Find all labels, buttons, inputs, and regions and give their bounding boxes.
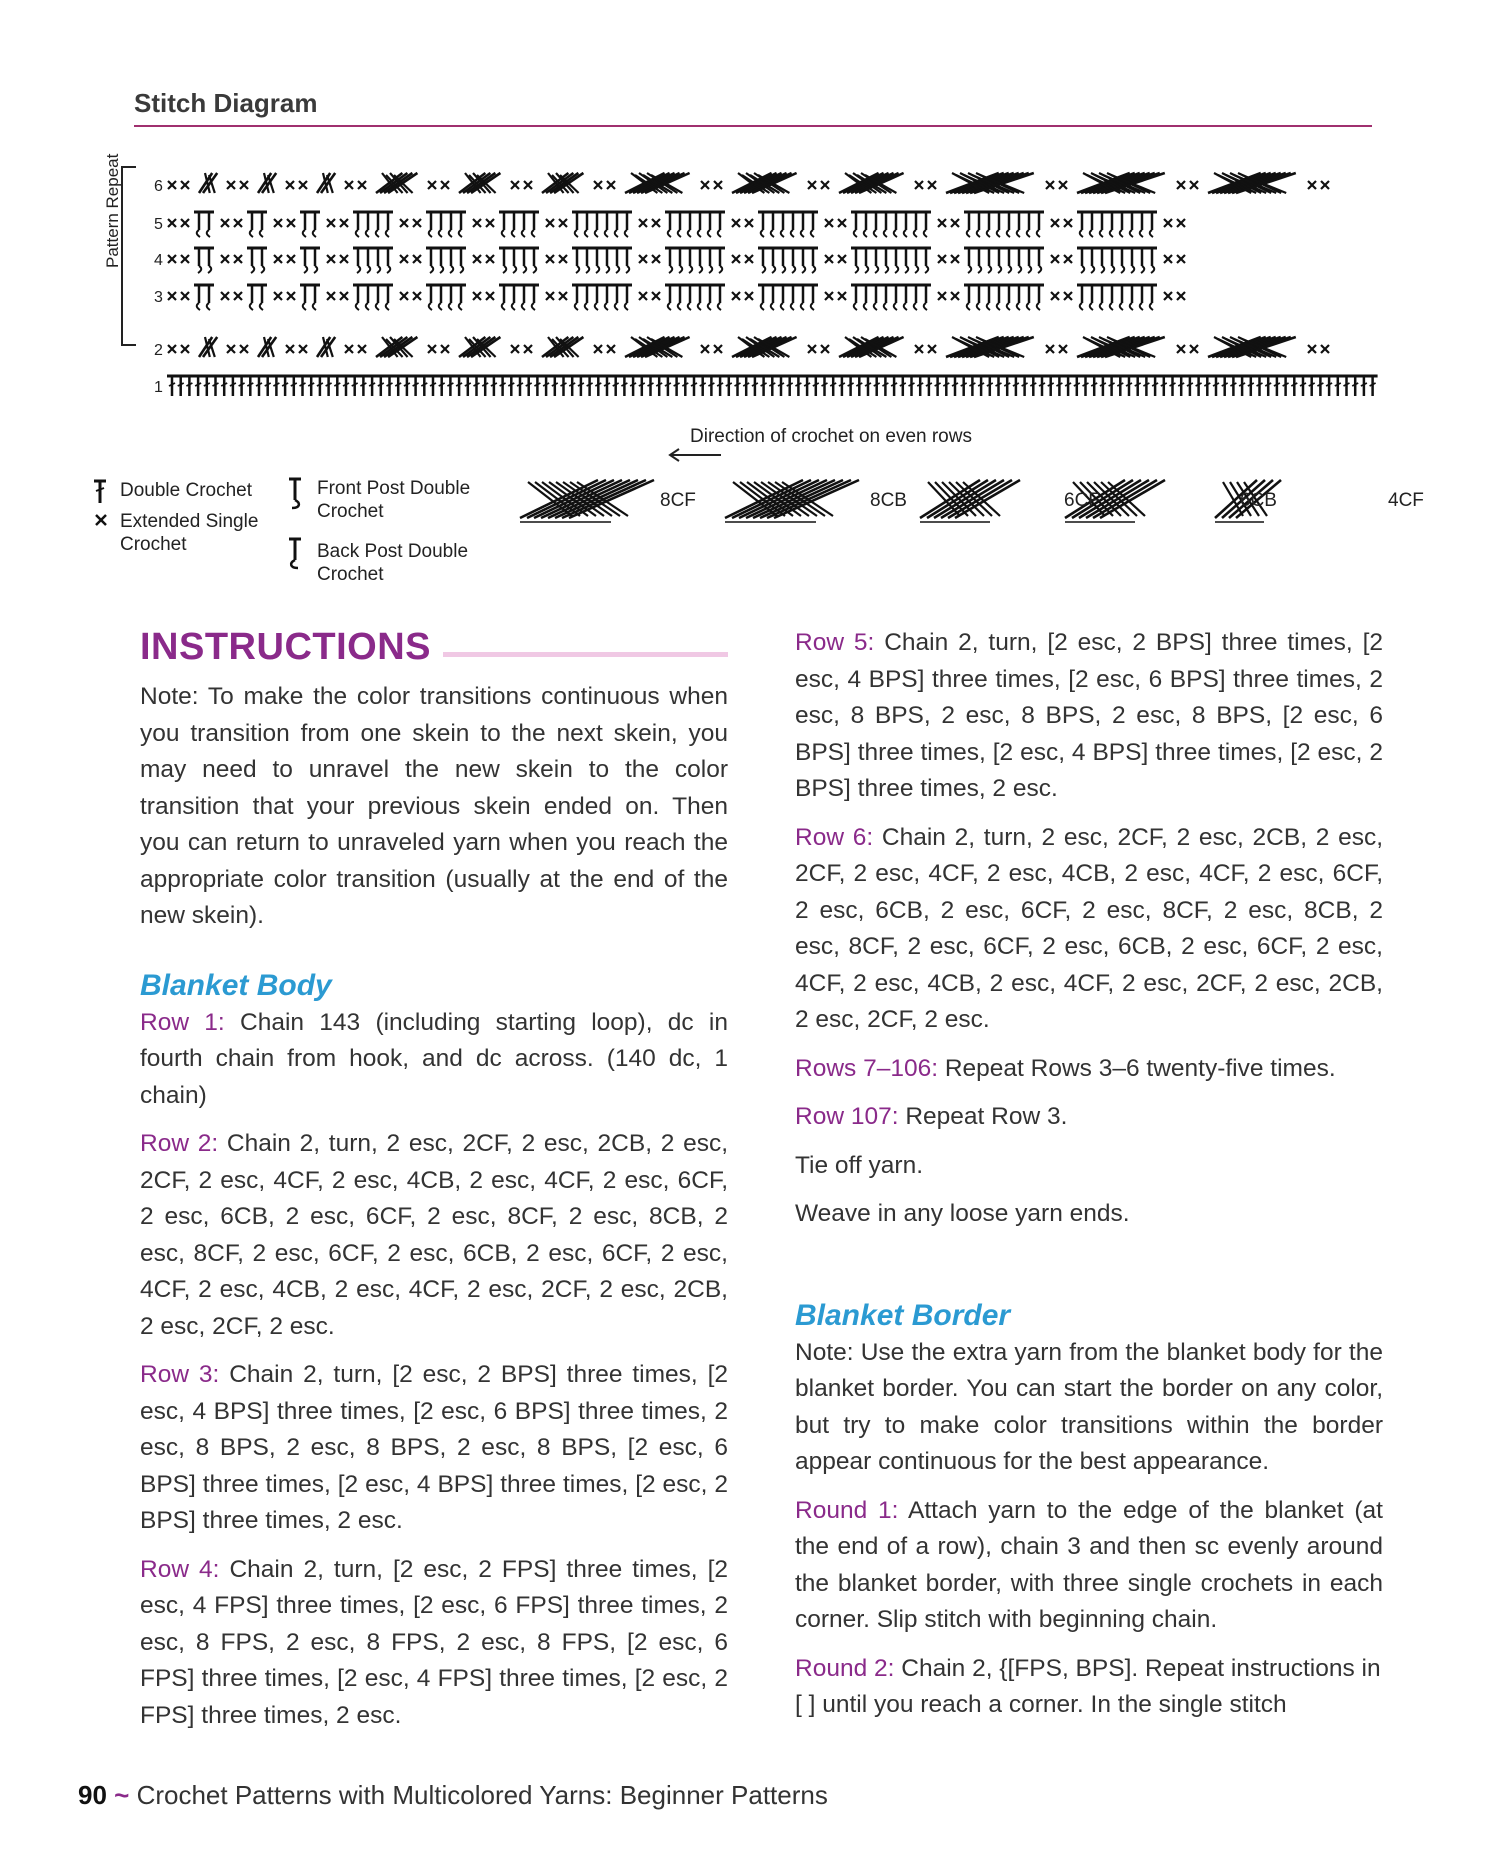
stitch-stroke: [615, 230, 618, 237]
stitch-stroke: [967, 230, 970, 237]
blanket-body-heading: Blanket Body: [140, 968, 332, 1002]
stitch-stroke: [449, 303, 452, 310]
stitch-stroke: [924, 230, 927, 237]
stitch-stroke: [781, 230, 784, 237]
stitch-stroke: [801, 303, 804, 310]
stitch-stroke: [502, 303, 505, 310]
pattern-repeat-bracket: [122, 167, 136, 345]
stitch-stroke: [718, 303, 721, 310]
stitch-stroke: [688, 230, 691, 237]
instructions-heading: INSTRUCTIONS: [140, 625, 728, 669]
stitch-diagram-canvas: [80, 150, 1400, 450]
stitch-stroke: [894, 230, 897, 237]
stitch-stroke: [366, 303, 369, 310]
border-note: Note: Use the extra yarn from the blanket body for the blanket border. You can start the border on any color, but try to make color transitions within the border appear continuous for the best appearance.: [795, 1338, 1383, 1475]
stitch-stroke: [367, 266, 370, 273]
stitch-stroke: [596, 266, 599, 273]
stitch-stroke: [708, 303, 711, 310]
stitch-stroke: [1027, 230, 1030, 237]
stitch-stroke: [679, 266, 682, 273]
stitch-stroke: [802, 266, 805, 273]
stitch-stroke: [1018, 266, 1021, 273]
legend-front-post-double-crochet: Front Post Double Crochet: [317, 478, 471, 522]
stitch-stroke: [386, 230, 389, 237]
stitch-stroke: [718, 230, 721, 237]
stitch-stroke: [997, 303, 1000, 310]
stitch-stroke: [689, 266, 692, 273]
stitch-stroke: [1121, 266, 1124, 273]
stitch-stroke: [854, 230, 857, 237]
stitch-stroke: [1140, 230, 1143, 237]
stitch-stroke: [771, 303, 774, 310]
stitch-stroke: [376, 230, 379, 237]
stitch-stroke: [865, 266, 868, 273]
stitch-stroke: [874, 230, 877, 237]
stitch-stroke: [429, 303, 432, 310]
stitch-stroke: [207, 303, 210, 310]
stitch-stroke: [313, 230, 316, 237]
stitch-stroke: [781, 303, 784, 310]
stitch-stroke: [260, 230, 263, 237]
stitch-stroke: [314, 266, 317, 273]
row-3: Row 3: Chain 2, turn, [2 esc, 2 BPS] three times, [2 esc, 4 BPS] three times, [2 esc, 6 BPS] three times, 2 esc, 8 BPS, 2 esc, 8 BPS, 2 esc, 8 BPS, [2 esc, 6 BPS] three times, [2 esc, 4 BPS] three times, [2 esc, 2 BPS] three times, 2 esc.: [140, 1361, 729, 1534]
blanket-border-heading: Blanket Border: [795, 1298, 1011, 1332]
stitch-stroke: [904, 303, 907, 310]
stitch-stroke: [532, 303, 535, 310]
stitch-stroke: [251, 266, 254, 273]
row-2: Row 2: Chain 2, turn, 2 esc, 2CF, 2 esc, 2CB, 2 esc, 2CF, 2 esc, 4CF, 2 esc, 4CB, 2 esc, 4CF, 2 esc, 6CF, 2 esc, 6CB, 2 esc, 6CF, 2 esc, 8CF, 2 esc, 8CB, 2 esc, 8CF, 2 esc, 6CF, 2 esc, 6CB, 2 esc, 6CF, 2 esc, 4CF, 2 esc, 4CB, 2 esc, 4CF, 2 esc, 2CF, 2 esc, 2CB, 2 esc, 2CF, 2 esc.: [140, 1130, 728, 1340]
stitch-stroke: [304, 266, 307, 273]
stitch-stroke: [1007, 230, 1010, 237]
stitch-stroke: [688, 303, 691, 310]
stitch-stroke: [512, 303, 515, 310]
tie-off: Tie off yarn.: [795, 1151, 924, 1179]
book-title: Crochet Patterns with Multicolored Yarns: Beginner Patterns: [136, 1780, 828, 1810]
section-divider: [134, 125, 1372, 127]
stitch-stroke: [1151, 266, 1154, 273]
extended-single-crochet-icon: [94, 513, 108, 527]
stitch-stroke: [575, 230, 578, 237]
stitch-stroke: [250, 303, 253, 310]
stitch-stroke: [1017, 230, 1020, 237]
stitch-diagram: [80, 150, 1400, 450]
double-crochet-icon: [92, 478, 108, 504]
stitch-stroke: [792, 266, 795, 273]
stitch-stroke: [386, 303, 389, 310]
row-number: 6: [154, 178, 163, 195]
stitch-stroke: [512, 230, 515, 237]
cable-symbol: [520, 480, 654, 522]
stitch-row: [168, 212, 1185, 237]
stitch-stroke: [1081, 266, 1084, 273]
stitch-stroke: [885, 266, 888, 273]
cable-legend: [510, 466, 1430, 532]
stitch-stroke: [1008, 266, 1011, 273]
stitch-stroke: [668, 303, 671, 310]
stitch-stroke: [1037, 303, 1040, 310]
stitch-stroke: [864, 303, 867, 310]
stitch-stroke: [915, 266, 918, 273]
stitch-stroke: [1130, 303, 1133, 310]
stitch-stroke: [855, 266, 858, 273]
stitch-stroke: [968, 266, 971, 273]
stitch-stroke: [884, 230, 887, 237]
heading-rule: [443, 652, 728, 657]
stitch-stroke: [719, 266, 722, 273]
stitch-stroke: [1140, 303, 1143, 310]
page-number: 90: [78, 1780, 107, 1810]
stitch-stroke: [585, 303, 588, 310]
stitch-stroke: [313, 303, 316, 310]
stitch-stroke: [532, 230, 535, 237]
stitch-stroke: [668, 230, 671, 237]
stitch-stroke: [997, 230, 1000, 237]
cable-label-8cb: 8CB: [870, 490, 907, 511]
stitch-stroke: [586, 266, 589, 273]
stitch-stroke: [874, 303, 877, 310]
stitch-stroke: [585, 230, 588, 237]
stitch-stroke: [894, 303, 897, 310]
stitch-stroke: [914, 230, 917, 237]
stitch-stroke: [625, 303, 628, 310]
stitch-stroke: [1150, 230, 1153, 237]
stitch-stroke: [801, 230, 804, 237]
stitch-stroke: [904, 230, 907, 237]
stitch-stroke: [459, 303, 462, 310]
stitch-stroke: [576, 266, 579, 273]
stitch-stroke: [1090, 303, 1093, 310]
legend-back-post-double-crochet: Back Post Double Crochet: [317, 541, 469, 585]
stitch-stroke: [303, 230, 306, 237]
stitch-stroke: [864, 230, 867, 237]
stitch-stroke: [977, 303, 980, 310]
stitch-stroke: [595, 230, 598, 237]
stitch-stroke: [709, 266, 712, 273]
rows-7-106: Rows 7–106: Repeat Rows 3–6 twenty-five times.: [795, 1054, 1336, 1082]
stitch-stroke: [678, 230, 681, 237]
row-4: Row 4: Chain 2, turn, [2 esc, 2 FPS] three times, [2 esc, 4 FPS] three times, [2 esc, 6 FPS] three times, 2 esc, 8 FPS, 2 esc, 8 FPS, 2 esc, 8 FPS, [2 esc, 6 FPS] three times, [2 esc, 4 FPS] three times, [2 esc, 2 FPS] three times, 2 esc.: [140, 1555, 729, 1729]
stitch-row: [168, 285, 1185, 310]
stitch-stroke: [1141, 266, 1144, 273]
stitch-stroke: [376, 303, 379, 310]
stitch-stroke: [884, 303, 887, 310]
stitch-row: [168, 248, 1185, 273]
cable-label-6cf: 6CF: [1064, 490, 1100, 511]
stitch-stroke: [1038, 266, 1041, 273]
stitch-stroke: [356, 303, 359, 310]
stitch-stroke: [575, 303, 578, 310]
stitch-stroke: [357, 266, 360, 273]
stitch-stroke: [924, 303, 927, 310]
row-1: Row 1: Chain 143 (including starting loop), dc in fourth chain from hook, and dc across. (140 dc, 1 chain): [140, 1008, 728, 1109]
stitch-stroke: [987, 303, 990, 310]
stitch-stroke: [533, 266, 536, 273]
stitch-stroke: [977, 230, 980, 237]
stitch-stroke: [905, 266, 908, 273]
cable-symbol: [920, 480, 1020, 522]
stitch-stroke: [430, 266, 433, 273]
stitch-stroke: [387, 266, 390, 273]
cable-label-8cf: 8CF: [660, 490, 696, 511]
stitch-stroke: [1150, 303, 1153, 310]
stitch-stroke: [678, 303, 681, 310]
stitch-stroke: [1090, 230, 1093, 237]
back-post-double-crochet-icon: [287, 536, 303, 570]
stitch-stroke: [1017, 303, 1020, 310]
stitch-stroke: [449, 230, 452, 237]
stitch-stroke: [698, 303, 701, 310]
row-number: 1: [154, 379, 163, 396]
stitch-stroke: [207, 230, 210, 237]
stitch-stroke: [450, 266, 453, 273]
stitch-stroke: [366, 230, 369, 237]
stitch-stroke: [1080, 230, 1083, 237]
page-footer: [78, 1780, 828, 1811]
section-title: Stitch Diagram: [134, 88, 318, 118]
stitch-stroke: [812, 266, 815, 273]
stitch-stroke: [698, 230, 701, 237]
stitch-stroke: [1130, 230, 1133, 237]
stitch-stroke: [811, 230, 814, 237]
stitch-stroke: [523, 266, 526, 273]
row-107: Row 107: Repeat Row 3.: [795, 1103, 1068, 1130]
weave-ends: Weave in any loose yarn ends.: [795, 1200, 1130, 1227]
stitch-stroke: [782, 266, 785, 273]
stitch-stroke: [895, 266, 898, 273]
stitch-stroke: [502, 230, 505, 237]
stitch-stroke: [772, 266, 775, 273]
stitch-stroke: [699, 266, 702, 273]
stitch-stroke: [513, 266, 516, 273]
stitch-stroke: [377, 266, 380, 273]
stitch-stroke: [459, 230, 462, 237]
stitch-stroke: [626, 266, 629, 273]
stitch-stroke: [439, 303, 442, 310]
left-column: [140, 625, 728, 1746]
cable-label-4cf: 4CF: [1388, 490, 1424, 511]
stitch-stroke: [616, 266, 619, 273]
stitch-stroke: [625, 230, 628, 237]
stitch-stroke: [605, 230, 608, 237]
stitch-stroke: [791, 303, 794, 310]
stitch-stroke: [1027, 303, 1030, 310]
stitch-stroke: [1028, 266, 1031, 273]
front-post-double-crochet-icon: [287, 476, 303, 510]
stitch-stroke: [1080, 303, 1083, 310]
stitch-stroke: [356, 230, 359, 237]
stitch-stroke: [762, 266, 765, 273]
stitch-stroke: [967, 303, 970, 310]
footer-separator: ~: [114, 1780, 130, 1810]
stitch-stroke: [854, 303, 857, 310]
stitch-stroke: [988, 266, 991, 273]
legend-double-crochet: Double Crochet: [120, 480, 253, 501]
stitch-stroke: [260, 303, 263, 310]
stitch-stroke: [1037, 230, 1040, 237]
stitch-stroke: [522, 230, 525, 237]
stitch-stroke: [761, 230, 764, 237]
stitch-stroke: [439, 230, 442, 237]
stitch-stroke: [791, 230, 794, 237]
stitch-stroke: [615, 303, 618, 310]
stitch-stroke: [197, 303, 200, 310]
stitch-stroke: [1110, 303, 1113, 310]
legend-extended-single-crochet: Extended Single Crochet: [120, 511, 259, 555]
stitch-stroke: [875, 266, 878, 273]
stitch-stroke: [261, 266, 264, 273]
stitch-row: [168, 173, 1329, 193]
stitch-stroke: [197, 230, 200, 237]
stitch-stroke: [1111, 266, 1114, 273]
stitch-stroke: [771, 230, 774, 237]
stitch-stroke: [1091, 266, 1094, 273]
stitch-stroke: [925, 266, 928, 273]
stitch-stroke: [811, 303, 814, 310]
row-number: 5: [154, 216, 163, 233]
direction-label: Direction of crochet on even rows: [690, 426, 972, 447]
round-2: Round 2: Chain 2, {[FPS, BPS]. Repeat instructions in [ ] until you reach a corner. In the single stitch: [795, 1654, 1381, 1718]
row-number: 3: [154, 289, 163, 306]
stitch-stroke: [250, 230, 253, 237]
row-number: 2: [154, 342, 163, 359]
stitch-stroke: [1120, 230, 1123, 237]
stitch-stroke: [208, 266, 211, 273]
stitch-stroke: [198, 266, 201, 273]
stitch-stroke: [303, 303, 306, 310]
stitch-stroke: [1007, 303, 1010, 310]
stitch-stroke: [998, 266, 1001, 273]
stitch-stroke: [914, 303, 917, 310]
row-6: Row 6: Chain 2, turn, 2 esc, 2CF, 2 esc, 2CB, 2 esc, 2CF, 2 esc, 4CF, 2 esc, 4CB, 2 esc, 4CF, 2 esc, 6CF, 2 esc, 6CB, 2 esc, 6CF, 2 esc, 8CF, 2 esc, 8CB, 2 esc, 8CF, 2 esc, 6CF, 2 esc, 6CB, 2 esc, 6CF, 2 esc, 4CF, 2 esc, 4CB, 2 esc, 4CF, 2 esc, 2CF, 2 esc, 2CB, 2 esc, 2CF, 2 esc.: [795, 823, 1383, 1033]
row-number: 4: [154, 252, 163, 269]
stitch-stroke: [460, 266, 463, 273]
stitch-stroke: [606, 266, 609, 273]
stitch-stroke: [708, 230, 711, 237]
stitch-stroke: [503, 266, 506, 273]
stitch-stroke: [669, 266, 672, 273]
stitch-stroke: [1100, 303, 1103, 310]
pattern-repeat-label: Pattern Repeat: [103, 153, 122, 268]
stitch-stroke: [987, 230, 990, 237]
stitch-row: [167, 376, 1378, 396]
stitch-stroke: [605, 303, 608, 310]
stitch-stroke: [1110, 230, 1113, 237]
right-column: [795, 625, 1383, 1736]
stitch-stroke: [1100, 230, 1103, 237]
stitch-stroke: [522, 303, 525, 310]
stitch-stroke: [1120, 303, 1123, 310]
stitch-stroke: [1131, 266, 1134, 273]
direction-arrow-icon: [665, 448, 725, 462]
round-1: Round 1: Attach yarn to the edge of the blanket (at the end of a row), chain 3 and then sc evenly around the blanket border, with three single crochets in each corner. Slip stitch with beginning chain.: [795, 1496, 1383, 1633]
cable-label-6cb: 6CB: [1240, 490, 1277, 511]
cable-symbol: [725, 480, 859, 522]
stitch-row: [168, 337, 1329, 357]
instructions-note: Note: To make the color transitions continuous when you transition from one skein to the next skein, you may need to unravel the new skein to the color transition that your previous skein ended on. Then you can return to unraveled yarn when you reach the appropriate color transition (usually at the end of the new skein).: [140, 683, 728, 929]
stitch-stroke: [429, 230, 432, 237]
stitch-stroke: [978, 266, 981, 273]
stitch-stroke: [595, 303, 598, 310]
row-5: Row 5: Chain 2, turn, [2 esc, 2 BPS] three times, [2 esc, 4 BPS] three times, [2 esc, 6 BPS] three times, 2 esc, 8 BPS, 2 esc, 8 BPS, 2 esc, 8 BPS, [2 esc, 6 BPS] three times, [2 esc, 4 BPS] three times, [2 esc, 2 BPS] three times, 2 esc.: [795, 629, 1384, 802]
stitch-stroke: [761, 303, 764, 310]
stitch-stroke: [440, 266, 443, 273]
stitch-stroke: [1101, 266, 1104, 273]
